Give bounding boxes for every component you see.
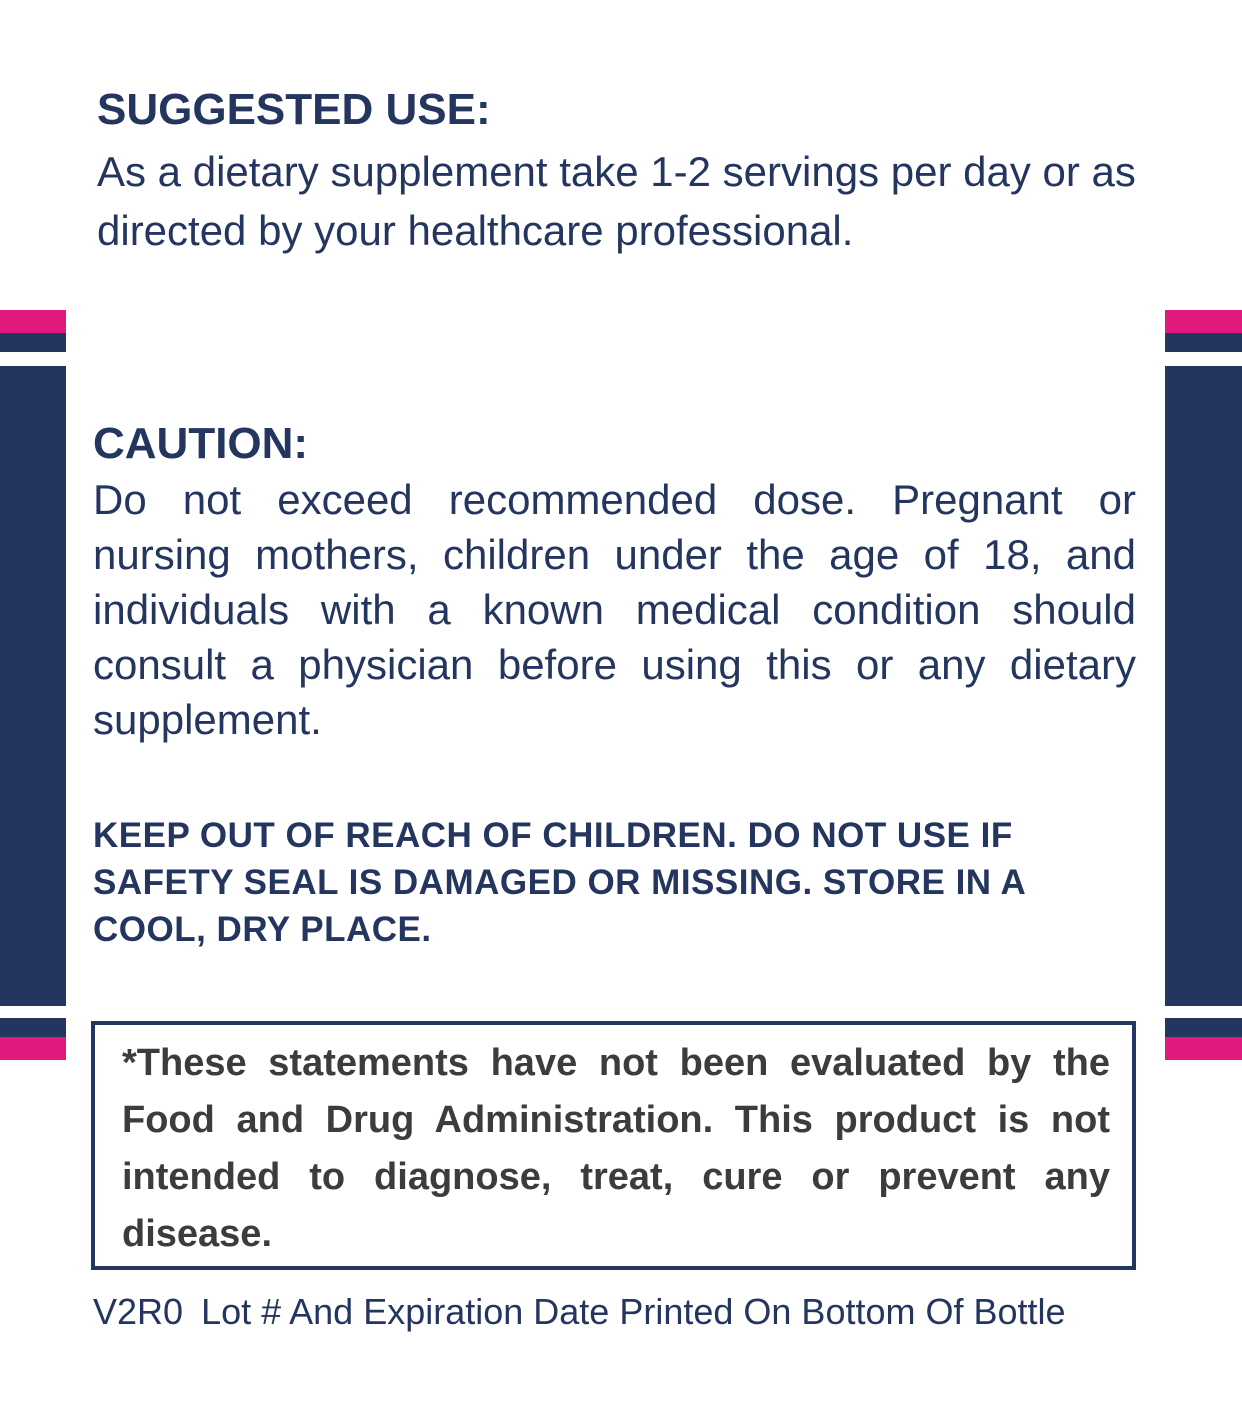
fda-disclaimer-text: *These statements have not been evaluated by the Food and Drug Administration. This product is not intended to diagnose, treat, cure or prevent any disease. — [122, 1042, 1110, 1255]
right-navy-stripe-top — [1165, 333, 1242, 352]
right-navy-band — [1165, 366, 1242, 1006]
right-navy-stripe-bottom — [1165, 1018, 1242, 1037]
right-pink-stripe-bottom — [1165, 1037, 1242, 1060]
left-navy-band — [0, 366, 66, 1006]
right-pink-stripe-top — [1165, 310, 1242, 333]
warning-text: KEEP OUT OF REACH OF CHILDREN. DO NOT USE IF SAFETY SEAL IS DAMAGED OR MISSING. STORE IN A COOL, DRY PLACE. — [93, 816, 1025, 949]
caution-text: Do not exceed recommended dose. Pregnant or nursing mothers, children under the age of 18, and individuals with a known medical condition should consult a physician before using this or any dietary supplement. — [93, 476, 1136, 743]
version-code: V2R0 — [93, 1291, 184, 1332]
left-pink-stripe-bottom — [0, 1037, 66, 1060]
fda-disclaimer-box — [91, 1021, 1136, 1270]
left-pink-stripe-top — [0, 310, 66, 333]
suggested-use-heading: SUGGESTED USE: — [97, 85, 491, 134]
caution-heading: CAUTION: — [93, 419, 309, 468]
lot-expiration-note: Lot # And Expiration Date Printed On Bottom Of Bottle — [201, 1291, 1066, 1332]
suggested-use-text: As a dietary supplement take 1-2 servings per day or as directed by your healthcare professional. — [97, 148, 1136, 254]
footer-line — [93, 1290, 1066, 1334]
left-navy-stripe-top — [0, 333, 66, 352]
left-navy-stripe-bottom — [0, 1018, 66, 1037]
